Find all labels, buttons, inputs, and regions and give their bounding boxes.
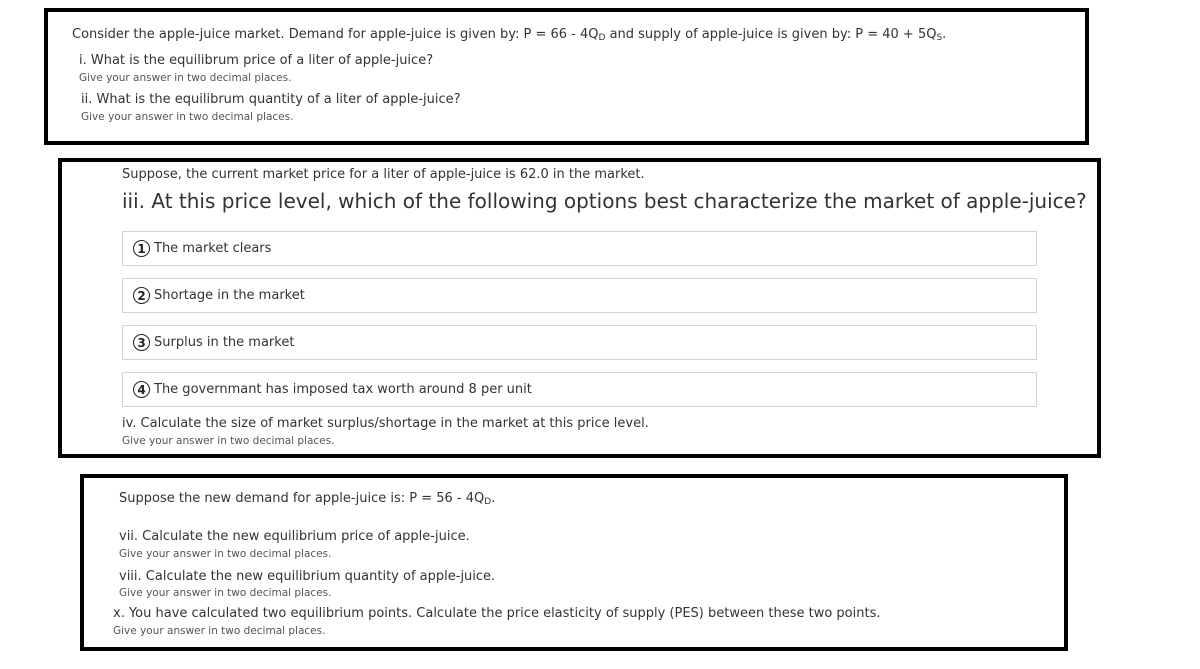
option-label: Shortage in the market: [154, 288, 305, 303]
intro-part: Consider the apple-juice market. Demand for apple-juice is given by: P = 66 - 4Q: [72, 27, 599, 42]
question-viii: viii. Calculate the new equilibrium quantity of apple-juice.: [119, 569, 496, 584]
option-tax[interactable]: [122, 372, 1037, 407]
market-intro-text: [72, 27, 946, 43]
intro-part: and supply of apple-juice is given by: P = 40 + 5Q: [605, 27, 937, 42]
question-iv: iv. Calculate the size of market surplus/shortage in the market at this price level.: [122, 416, 649, 431]
price-intro-text: Suppose, the current market price for a liter of apple-juice is 62.0 in the market.: [122, 167, 645, 182]
option-number-icon: 2: [133, 287, 150, 304]
option-label: Surplus in the market: [154, 335, 295, 350]
question-ii: ii. What is the equilibrum quantity of a liter of apple-juice?: [81, 92, 461, 107]
question-iv-hint: Give your answer in two decimal places.: [122, 435, 335, 447]
question-ii-hint: Give your answer in two decimal places.: [81, 111, 294, 123]
question-block-new-demand: [80, 474, 1068, 651]
intro-part: .: [491, 491, 496, 506]
question-vii-hint: Give your answer in two decimal places.: [119, 548, 332, 560]
subscript-d: D: [484, 497, 492, 507]
question-viii-hint: Give your answer in two decimal places.: [119, 587, 332, 599]
option-number-icon: 3: [133, 334, 150, 351]
subscript-d: D: [598, 33, 606, 43]
option-number-icon: 4: [133, 381, 150, 398]
intro-part: Suppose the new demand for apple-juice is: P = 56 - 4Q: [119, 491, 485, 506]
question-x-hint: Give your answer in two decimal places.: [113, 625, 326, 637]
question-i-hint: Give your answer in two decimal places.: [79, 72, 292, 84]
question-x: x. You have calculated two equilibrium points. Calculate the price elasticity of supply (PES) between these two points.: [113, 606, 881, 621]
intro-part: .: [942, 27, 947, 42]
question-vii: vii. Calculate the new equilibrium price of apple-juice.: [119, 529, 470, 544]
option-number-icon: 1: [133, 240, 150, 257]
subscript-s: S: [936, 33, 943, 43]
question-i: i. What is the equilibrum price of a liter of apple-juice?: [79, 53, 434, 68]
new-demand-intro: [119, 491, 495, 507]
option-label: The governmant has imposed tax worth around 8 per unit: [154, 382, 532, 397]
option-shortage[interactable]: [122, 278, 1037, 313]
option-surplus[interactable]: [122, 325, 1037, 360]
question-iii: iii. At this price level, which of the following options best characterize the market of apple-juice?: [122, 189, 1087, 213]
question-block-price-level: [58, 158, 1101, 458]
question-block-equilibrium: [44, 8, 1089, 145]
option-label: The market clears: [154, 241, 272, 256]
option-market-clears[interactable]: [122, 231, 1037, 266]
